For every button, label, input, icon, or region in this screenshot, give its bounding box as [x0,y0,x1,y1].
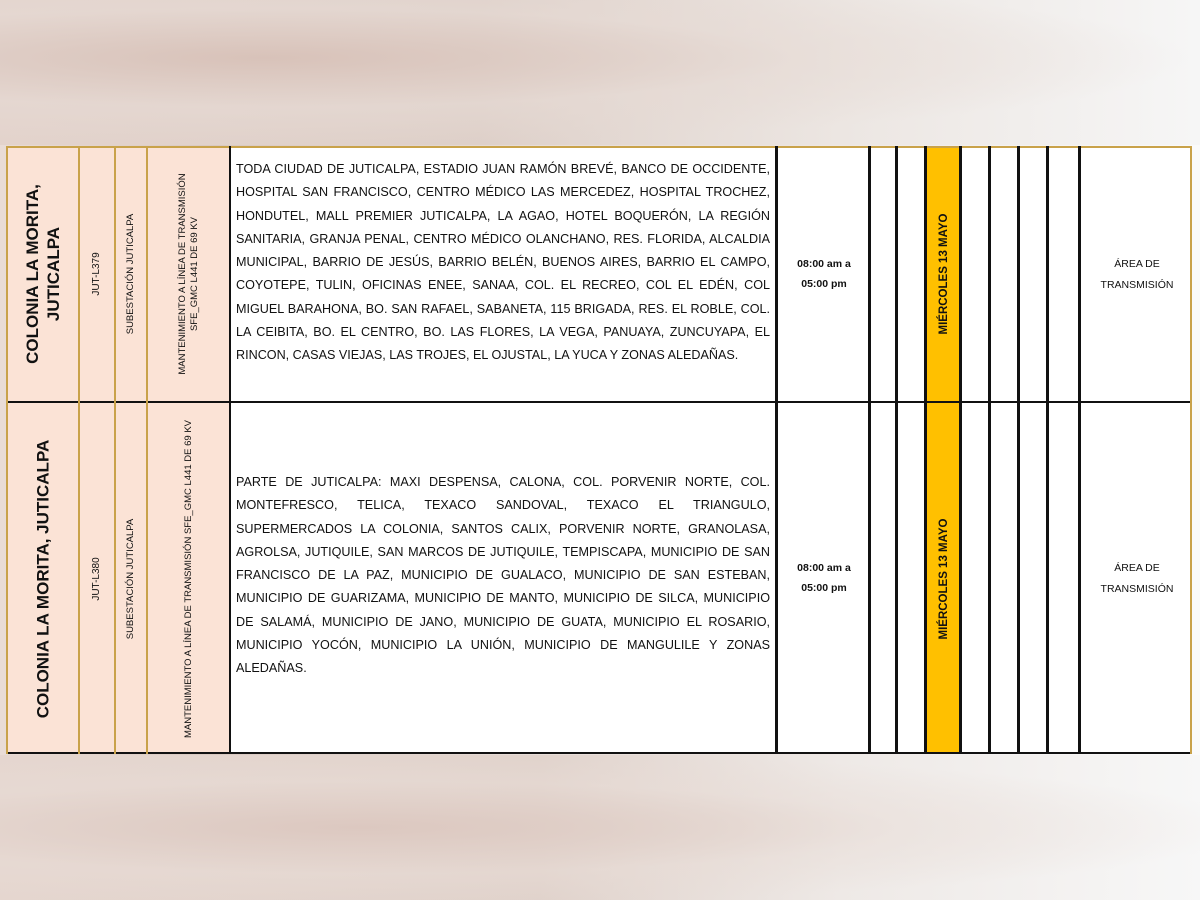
hours-start: 08:00 am a [797,258,851,270]
table-top-border [6,146,1192,148]
outage-schedule-table [6,146,1192,754]
affected-areas-text: PARTE DE JUTICALPA: MAXI DESPENSA, CALONA, COL. PORVENIR NORTE, COL. MONTEFRESCO, TELICA, TEXACO SANDOVAL, TEXACO EL TRIANGULO, SUPERMERCADOS LA COLONIA, SANTOS CALIX, PORVENIR NORTE, GRANOLASA, AGROLSA, JUTIQUILE, SAN MARCOS DE JUTIQUILE, TEMPISCAPA, MUNICIPIO DE SAN FRANCISCO DE LA PAZ, MUNICIPIO DE GUALACO, MUNICIPIO DE SAN ESTEBAN, MUNICIPIO DE GUARIZAMA, MUNICIPIO DE MANTO, MUNICIPIO DE SILCA, MUNICIPIO DE SALAMÁ, MUNICIPIO DE JANO, MUNICIPIO DE GUATA, MUNICIPIO EL ROSARIO, MUNICIPIO YOCÓN, MUNICIPIO LA UNIÓN, MUNICIPIO DE MANGULILE Y ZONAS ALEDAÑAS. [236,475,770,676]
hours-start: 08:00 am a [797,562,851,574]
column-divider [1017,146,1020,754]
code-cell [80,403,114,754]
code-cell [80,146,114,402]
table-row [6,403,1192,754]
column-divider [146,146,148,754]
column-divider [868,146,871,754]
row-divider [6,401,1192,403]
substation-cell [116,146,146,402]
colonia-cell [8,403,78,754]
column-divider [229,146,231,754]
column-divider [895,146,898,754]
maintenance-cell [148,146,229,402]
schedule-hours [778,558,870,598]
substation-label: SUBESTACIÓN JUTICALPA [125,213,137,335]
column-divider [1046,146,1049,754]
schedule-hours [778,254,870,294]
affected-areas-text: TODA CIUDAD DE JUTICALPA, ESTADIO JUAN RAMÓN BREVÉ, BANCO DE OCCIDENTE, HOSPITAL SAN FRANCISCO, CENTRO MÉDICO LAS MERCEDEZ, HOSPITAL TROCHEZ, HONDUTEL, MALL PREMIER JUTICALPA, LA AGAO, HOTEL BOQUERÓN, LA REGIÓN SANITARIA, GRANJA PENAL, CENTRO MÉDICO OLANCHANO, RES. FLORIDA, ALCALDIA MUNICIPAL, BARRIO DE JESÚS, BARRIO BELÉN, BUENOS AIRES, BARRIO EL CAMPO, COYOTEPE, TULIN, OFICINAS ENEE, SANAA, COL. EL RECREO, COL EL EDÉN, COL MIGUEL BARAHONA, BO. SAN RAFAEL, SABANETA, 115 BRIGADA, RES. EL ROBLE, COL. LA CEIBITA, BO. EL CENTRO, BO. LAS FLORES, LA VEGA, PANUAYA, ZUNCUYAPA, EL RINCON, CASAS VIEJAS, LAS TROJES, EL OJUSTAL, LA YUCA Y ZONAS ALEDAÑAS. [236,162,770,363]
area-line-2: TRANSMISIÓN [1100,279,1174,291]
area-line-1: ÁREA DE [1114,258,1160,270]
maintenance-cell [148,403,229,754]
blurred-background-top [0,0,1200,145]
column-divider [114,146,116,754]
date-cell [927,146,960,402]
column-divider [959,146,962,754]
blurred-background-bottom [0,755,1200,900]
colonia-label: COLONIA LA MORITA, JUTICALPA [22,184,63,364]
area-label [1082,254,1192,296]
substation-cell [116,403,146,754]
colonia-cell [8,146,78,402]
column-divider [775,146,778,754]
colonia-label: COLONIA LA MORITA, JUTICALPA [33,439,53,718]
column-divider [78,146,80,754]
column-divider [1190,146,1192,754]
maintenance-label: MANTENIMIENTO A LÍNEA DE TRANSMISIÓN SFE_GMC L441 DE 69 KV [176,173,200,375]
column-divider [6,146,8,754]
area-line-2: TRANSMISIÓN [1100,583,1174,595]
maintenance-label: MANTENIMIENTO A LÍNEA DE TRANSMISIÓN SFE_GMC L441 DE 69 KV [182,419,194,738]
date-label: MIÉRCOLES 13 MAYO [937,518,950,639]
area-label [1082,558,1192,600]
column-divider [924,146,927,754]
date-cell [927,403,960,754]
column-divider [988,146,991,754]
table-bottom-border [6,752,1192,754]
hours-end: 05:00 pm [801,278,847,290]
circuit-code: JUT-L380 [90,556,102,601]
column-divider [1078,146,1081,754]
substation-label: SUBESTACIÓN JUTICALPA [125,518,137,639]
hours-end: 05:00 pm [801,582,847,594]
date-label: MIÉRCOLES 13 MAYO [937,213,950,335]
circuit-code: JUT-L379 [90,252,102,296]
table-row [6,146,1192,402]
area-line-1: ÁREA DE [1114,562,1160,574]
